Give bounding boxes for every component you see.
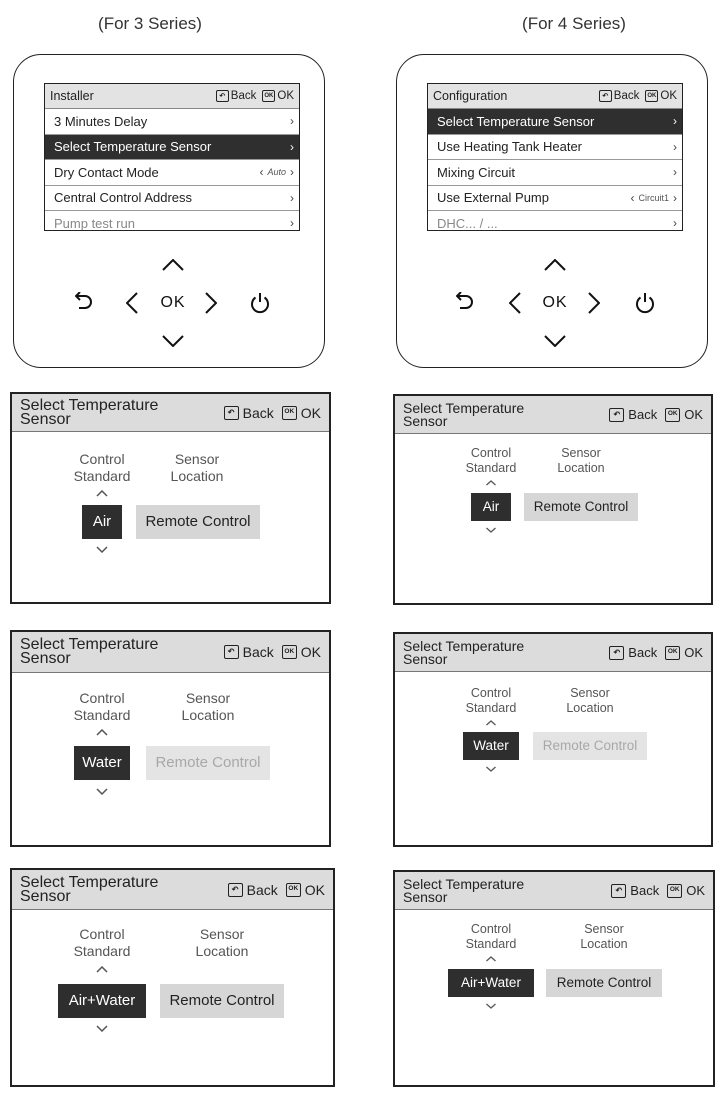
menu-item-label: Central Control Address xyxy=(54,190,193,206)
chevron-up-icon[interactable] xyxy=(486,956,497,962)
caption-4-series: (For 4 Series) xyxy=(522,14,626,33)
remote-controller-3-series xyxy=(13,54,325,368)
ok-key[interactable]: OK xyxy=(542,294,568,311)
back-icon: ↶ xyxy=(599,90,612,102)
chevron-right-icon: › xyxy=(290,114,294,129)
sensor-location-value[interactable]: Remote Control xyxy=(524,493,638,521)
power-key[interactable] xyxy=(249,292,271,314)
ok-icon: OK xyxy=(262,90,275,102)
menu-item-dry-contact-mode[interactable] xyxy=(45,160,299,186)
ok-icon: OK xyxy=(645,90,658,102)
back-hint xyxy=(228,882,278,898)
sensor-location-label: Sensor Location xyxy=(181,690,235,723)
panel-title: Select Temperature Sensor xyxy=(20,636,159,667)
lcd-header xyxy=(45,84,299,109)
chevron-right-icon: › xyxy=(673,165,677,180)
sensor-location-label: Sensor Location xyxy=(195,926,249,959)
panel-header xyxy=(395,396,711,434)
sensor-location-label: Sensor Location xyxy=(557,446,605,475)
right-key[interactable] xyxy=(205,292,217,314)
control-standard-value[interactable]: Water xyxy=(74,746,130,780)
control-standard-label: Control Standard xyxy=(73,690,131,723)
panel-header xyxy=(12,870,333,910)
back-hint-label: Back xyxy=(613,90,640,102)
left-key[interactable] xyxy=(509,292,521,314)
down-key[interactable] xyxy=(544,335,566,347)
back-icon: ↶ xyxy=(224,645,239,659)
chevron-up-icon[interactable] xyxy=(486,480,497,486)
menu-item-label: Dry Contact Mode xyxy=(54,164,159,180)
sensor-panel-4-air-water xyxy=(393,870,715,1087)
panel-header xyxy=(12,394,329,432)
right-key[interactable] xyxy=(588,292,600,314)
ok-hint-label: OK xyxy=(660,90,677,102)
back-icon: ↶ xyxy=(224,406,239,420)
ok-hint-label: OK xyxy=(277,90,294,102)
panel-title: Select Temperature Sensor xyxy=(20,396,159,428)
ok-icon: OK xyxy=(665,646,680,660)
down-key[interactable] xyxy=(162,335,184,347)
ok-icon: OK xyxy=(282,645,297,659)
panel-title: Select Temperature Sensor xyxy=(403,399,525,429)
menu-item-label: Use External Pump xyxy=(437,190,549,206)
chevron-down-icon[interactable] xyxy=(96,1025,108,1032)
chevron-down-icon[interactable] xyxy=(486,1003,497,1009)
ok-hint-label: OK xyxy=(300,644,321,660)
back-hint xyxy=(224,405,274,421)
power-key[interactable] xyxy=(634,292,656,314)
back-hint-label: Back xyxy=(242,644,274,660)
control-standard-value[interactable]: Air+Water xyxy=(58,984,146,1018)
chevron-right-icon: › xyxy=(290,165,294,180)
chevron-down-icon[interactable] xyxy=(486,766,497,772)
menu-item-label: Select Temperature Sensor xyxy=(54,139,212,155)
chevron-up-icon[interactable] xyxy=(96,966,108,973)
lcd-screen xyxy=(427,83,683,231)
lcd-title: Configuration xyxy=(433,89,508,103)
panel-header xyxy=(12,632,329,673)
left-key[interactable] xyxy=(126,292,138,314)
sensor-location-value[interactable]: Remote Control xyxy=(136,505,260,539)
caption-3-series: (For 3 Series) xyxy=(98,14,202,33)
sensor-location-label: Sensor Location xyxy=(580,922,628,951)
menu-item-value: Circuit1 xyxy=(638,192,669,203)
sensor-location-value[interactable]: Remote Control xyxy=(546,969,662,997)
ok-hint xyxy=(659,883,705,898)
back-icon: ↶ xyxy=(228,883,243,897)
control-standard-label: Control Standard xyxy=(465,922,517,951)
menu-item-use-external-pump[interactable] xyxy=(428,186,682,212)
back-hint-label: Back xyxy=(630,883,660,898)
chevron-right-icon: › xyxy=(290,216,294,231)
ok-hint-label: OK xyxy=(300,404,321,421)
menu-item-partial[interactable] xyxy=(428,211,682,231)
back-hint xyxy=(599,90,640,102)
back-hint xyxy=(216,90,257,102)
ok-hint xyxy=(274,405,321,421)
panel-title: Select Temperature Sensor xyxy=(403,637,525,667)
back-hint xyxy=(611,883,659,898)
keypad xyxy=(14,241,324,361)
ok-hint-label: OK xyxy=(686,883,705,898)
menu-item-mixing-circuit[interactable] xyxy=(428,160,682,186)
back-hint-label: Back xyxy=(242,404,274,421)
chevron-left-icon: ‹ xyxy=(630,190,635,205)
chevron-right-icon: › xyxy=(673,190,677,205)
chevron-up-icon[interactable] xyxy=(486,720,497,726)
control-standard-value[interactable]: Air+Water xyxy=(448,969,534,997)
control-standard-value[interactable]: Water xyxy=(463,732,519,760)
ok-hint xyxy=(274,644,321,660)
keypad xyxy=(397,241,707,361)
back-key[interactable] xyxy=(456,292,474,314)
panel-title: Select Temperature Sensor xyxy=(403,875,525,905)
ok-key[interactable]: OK xyxy=(160,294,186,311)
back-hint-label: Back xyxy=(628,645,658,660)
chevron-right-icon: › xyxy=(290,139,294,154)
control-standard-value[interactable]: Air xyxy=(471,493,511,521)
ok-icon: OK xyxy=(667,884,682,898)
chevron-down-icon[interactable] xyxy=(96,788,108,795)
menu-item-select-temperature-sensor[interactable] xyxy=(45,135,299,161)
menu-item-value: Auto xyxy=(267,167,286,178)
ok-hint-label: OK xyxy=(684,645,703,660)
menu-item-central-control-address[interactable] xyxy=(45,186,299,212)
lcd-screen xyxy=(44,83,300,231)
up-key[interactable] xyxy=(162,259,184,271)
sensor-panel-4-water xyxy=(393,632,713,847)
sensor-location-label: Sensor Location xyxy=(170,451,224,484)
ok-hint xyxy=(278,882,325,898)
sensor-panel-3-air xyxy=(10,392,331,604)
sensor-location-value[interactable]: Remote Control xyxy=(533,732,647,760)
control-standard-label: Control Standard xyxy=(73,451,131,484)
menu-item-label: Select Temperature Sensor xyxy=(437,113,595,129)
menu-item-use-heating-tank-heater[interactable] xyxy=(428,135,682,161)
back-hint-label: Back xyxy=(246,881,278,898)
ok-icon: OK xyxy=(665,408,680,422)
panel-title: Select Temperature Sensor xyxy=(20,873,159,905)
back-hint-label: Back xyxy=(230,90,257,102)
chevron-right-icon: › xyxy=(673,216,677,231)
control-standard-value[interactable]: Air xyxy=(82,505,122,539)
chevron-right-icon: › xyxy=(290,190,294,205)
ok-hint xyxy=(657,407,703,422)
lcd-header xyxy=(428,84,682,109)
menu-item-label: Pump test run xyxy=(54,215,135,231)
menu-item-label: Mixing Circuit xyxy=(437,164,516,180)
ok-hint xyxy=(657,645,703,660)
back-icon: ↶ xyxy=(609,408,624,422)
menu-item-3-minutes-delay[interactable] xyxy=(45,109,299,135)
menu-item-select-temperature-sensor[interactable] xyxy=(428,109,682,135)
sensor-location-value[interactable]: Remote Control xyxy=(146,746,270,780)
chevron-left-icon: ‹ xyxy=(259,165,264,180)
sensor-panel-3-air-water xyxy=(10,868,335,1087)
control-standard-label: Control Standard xyxy=(73,926,131,959)
back-icon: ↶ xyxy=(609,646,624,660)
back-icon: ↶ xyxy=(216,90,229,102)
back-hint xyxy=(609,645,657,660)
panel-header xyxy=(395,634,711,672)
remote-controller-4-series xyxy=(396,54,708,368)
ok-hint xyxy=(639,90,677,102)
panel-header xyxy=(395,872,713,910)
menu-item-label: Use Heating Tank Heater xyxy=(437,139,583,155)
back-hint-label: Back xyxy=(628,407,658,422)
sensor-location-value[interactable]: Remote Control xyxy=(160,984,284,1018)
chevron-right-icon: › xyxy=(673,139,677,154)
up-key[interactable] xyxy=(544,259,566,271)
menu-item-pump-test-run[interactable] xyxy=(45,211,299,231)
ok-hint-label: OK xyxy=(684,407,703,422)
menu-item-label: 3 Minutes Delay xyxy=(54,113,148,129)
control-standard-label: Control Standard xyxy=(465,686,517,715)
chevron-up-icon[interactable] xyxy=(96,729,108,736)
chevron-up-icon[interactable] xyxy=(96,490,108,497)
chevron-down-icon[interactable] xyxy=(486,527,497,533)
back-hint xyxy=(224,644,274,660)
back-hint xyxy=(609,407,657,422)
sensor-panel-3-water xyxy=(10,630,331,847)
ok-icon: OK xyxy=(282,406,297,420)
back-key[interactable] xyxy=(75,292,93,314)
control-standard-label: Control Standard xyxy=(465,446,517,475)
lcd-title: Installer xyxy=(50,89,94,103)
chevron-right-icon: › xyxy=(673,114,677,129)
ok-hint xyxy=(256,90,294,102)
menu-item-label: DHC... / ... xyxy=(437,215,498,231)
back-icon: ↶ xyxy=(611,884,626,898)
sensor-location-label: Sensor Location xyxy=(566,686,614,715)
sensor-panel-4-air xyxy=(393,394,713,605)
ok-hint-label: OK xyxy=(304,881,325,898)
chevron-down-icon[interactable] xyxy=(96,546,108,553)
ok-icon: OK xyxy=(286,883,301,897)
